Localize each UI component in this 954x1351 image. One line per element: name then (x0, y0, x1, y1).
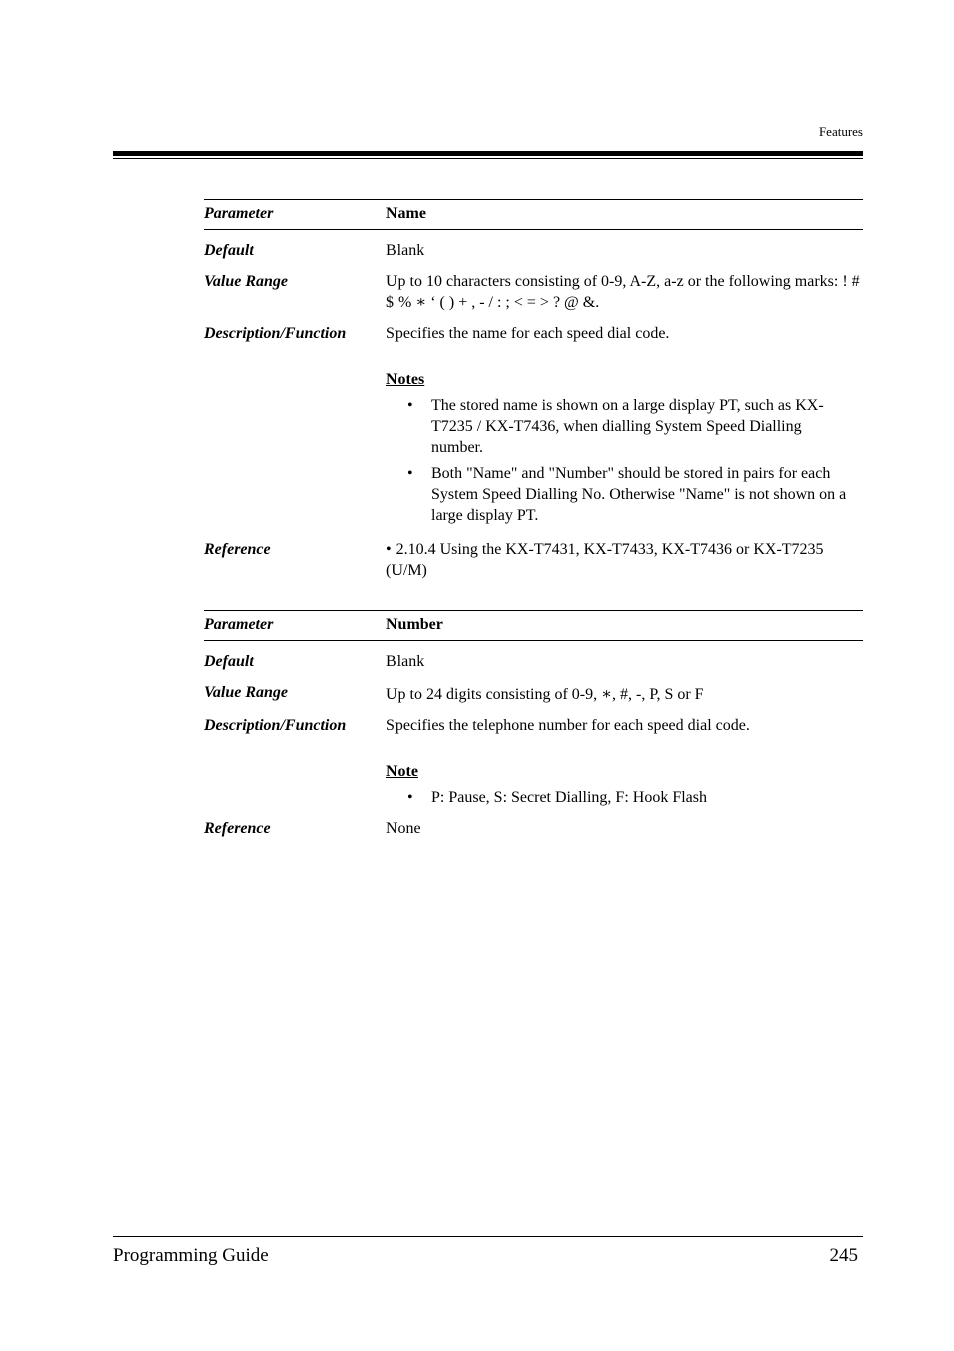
value-range-label: Value Range (204, 273, 289, 290)
parameter-table-name (204, 199, 863, 581)
footer-title: Programming Guide (113, 1245, 269, 1266)
default-label: Default (204, 653, 254, 670)
table-row-value-range (204, 271, 863, 313)
reference-label: Reference (204, 541, 271, 558)
value-range-value: Up to 10 characters consisting of 0-9, A-Z, a-z or the following marks: ! # $ % ∗ ‘ ( ) + , - / : ; < = > ? @ &. (386, 273, 860, 311)
list-item (386, 463, 863, 526)
table-header-row (204, 199, 863, 230)
description-label: Description/Function (204, 325, 347, 342)
parameter-table-number (204, 610, 863, 839)
value-range-label: Value Range (204, 684, 289, 701)
description-value (386, 715, 863, 813)
notes-list (386, 395, 863, 526)
table-row-reference (204, 818, 863, 839)
note-text: P: Pause, S: Secret Dialling, F: Hook Flash (431, 789, 707, 806)
default-value: Blank (386, 242, 425, 259)
page-number: 245 (829, 1245, 858, 1266)
table-row-default (204, 651, 863, 672)
table-row-reference (204, 539, 863, 581)
notes-title: Notes (386, 371, 425, 388)
bullet-icon: • (407, 789, 413, 806)
param-label: Parameter (204, 616, 274, 633)
bullet-icon: • (407, 465, 413, 482)
notes-list (386, 787, 863, 808)
footer-rule (113, 1236, 863, 1237)
description-text: Specifies the telephone number for each speed dial code. (386, 717, 750, 734)
notes-title: Note (386, 763, 418, 780)
default-label: Default (204, 242, 254, 259)
reference-value: • 2.10.4 Using the KX-T7431, KX-T7433, KX-T7436 or KX-T7235 (U/M) (386, 541, 824, 579)
table-header-row (204, 610, 863, 641)
default-value: Blank (386, 653, 425, 670)
param-value: Name (386, 205, 426, 222)
table-row-description (204, 715, 863, 813)
description-text: Specifies the name for each speed dial code. (386, 325, 670, 342)
note-text: Both "Name" and "Number" should be stored in pairs for each System Speed Dialling No. Otherwise "Name" is not shown on a large display PT. (431, 465, 847, 524)
reference-label: Reference (204, 820, 271, 837)
description-label: Description/Function (204, 717, 347, 734)
reference-value: None (386, 820, 421, 837)
table-row-default (204, 240, 863, 261)
header-rule (113, 151, 863, 156)
section-header: Features (818, 124, 863, 139)
bullet-icon: • (407, 397, 413, 414)
list-item (386, 395, 863, 458)
table-row-description (204, 323, 863, 531)
table-row-value-range (204, 682, 863, 705)
list-item (386, 787, 863, 808)
header-rule-thin (113, 158, 863, 159)
note-text: The stored name is shown on a large display PT, such as KX-T7235 / KX-T7436, when dialling System Speed Dialling number. (431, 397, 824, 456)
description-value (386, 323, 863, 531)
param-value: Number (386, 616, 443, 633)
param-label: Parameter (204, 205, 274, 222)
value-range-value: Up to 24 digits consisting of 0-9, ∗, #, -, P, S or F (386, 686, 704, 703)
